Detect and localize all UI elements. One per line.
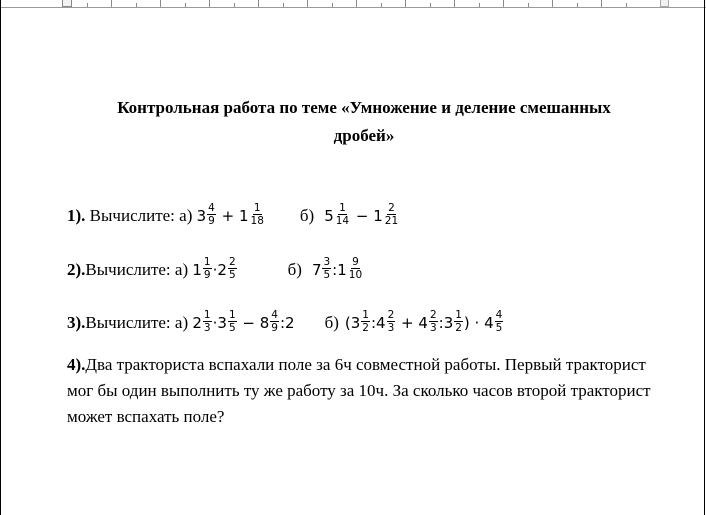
fraction: $\frac{4}{5}$: [495, 309, 503, 334]
task-1b-expression: 5 $\frac{1}{14}$ − 1 $\frac{2}{21}$: [324, 202, 399, 227]
ruler-tick: [136, 3, 137, 7]
ruler-baseline: [0, 7, 706, 8]
task-3-instruction: Вычислите: а): [85, 313, 193, 332]
task-1-number: 1).: [67, 206, 86, 225]
task-3-number: 3).: [67, 313, 86, 332]
ruler-tick: [307, 0, 308, 7]
task-3a-expression: 2 $\frac{1}{3}$ ·3 $\frac{1}{5}$ − 8 $\frac{4}{9}$ :2: [192, 309, 295, 334]
task-4: [67, 352, 667, 430]
document-title-line1: Контрольная работа по теме «Умножение и деление смешанных: [117, 98, 611, 117]
ruler-tick: [111, 0, 112, 7]
fraction: $\frac{9}{10}$: [348, 256, 363, 281]
task-3b-label: б): [324, 313, 339, 332]
document-page[interactable]: [0, 24, 706, 515]
fraction: $\frac{2}{21}$: [384, 202, 399, 227]
task-3: [67, 311, 504, 336]
ruler-tick: [479, 3, 480, 7]
ruler-tick: [503, 0, 504, 7]
task-2b-label: б): [287, 260, 302, 279]
fraction: $\frac{1}{9}$: [203, 256, 211, 281]
ruler-tick: [454, 0, 455, 7]
ruler-tick: [160, 0, 161, 7]
ruler-tick: [283, 3, 284, 7]
ruler-tick: [87, 3, 88, 7]
task-1a-expression: 3 $\frac{4}{9}$ + 1 $\frac{1}{18}$: [196, 202, 264, 227]
ruler-tick: [528, 3, 529, 7]
fraction: $\frac{2}{3}$: [387, 309, 395, 334]
document-title-line2: дробей»: [333, 126, 395, 145]
ruler-tick: [234, 3, 235, 7]
ruler-tick: [258, 0, 259, 7]
task-1: [67, 204, 400, 229]
fraction: $\frac{1}{2}$: [362, 309, 369, 334]
ruler-tick: [185, 3, 186, 7]
task-3b-expression: (3 $\frac{1}{2}$ :4 $\frac{2}{3}$ + 4 $\frac{2}{3}$ :3 $\frac{1}{2}$ ) · 4 $\frac{4}{5}$: [344, 309, 503, 334]
ruler-tick: [332, 3, 333, 7]
task-2-instruction: Вычислите: а): [85, 260, 193, 279]
task-2: [67, 258, 364, 283]
right-indent-marker[interactable]: [660, 0, 669, 7]
ruler-tick: [601, 0, 602, 7]
fraction: $\frac{4}{9}$: [271, 309, 278, 334]
fraction: $\frac{3}{5}$: [323, 256, 331, 281]
ruler-tick: [209, 0, 210, 7]
task-2a-expression: 1 $\frac{1}{9}$ ·2 $\frac{2}{5}$: [192, 256, 236, 281]
fraction: $\frac{2}{3}$: [429, 309, 437, 334]
ruler-tick: [626, 3, 627, 7]
ruler-tick: [381, 3, 382, 7]
ruler-tick: [552, 0, 553, 7]
left-indent-marker[interactable]: [62, 0, 72, 7]
fraction: $\frac{4}{9}$: [208, 202, 215, 227]
fraction: $\frac{1}{5}$: [228, 309, 236, 334]
ruler-tick: [430, 3, 431, 7]
task-1b-label: б): [299, 206, 315, 225]
fraction: $\frac{1}{14}$: [335, 202, 350, 227]
task-4-number: 4).: [67, 355, 86, 374]
ruler-tick: [356, 0, 357, 7]
ruler-tick: [577, 3, 578, 7]
task-2b-expression: 7 $\frac{3}{5}$ :1 $\frac{9}{10}$: [311, 256, 363, 281]
fraction: $\frac{1}{2}$: [455, 309, 462, 334]
fraction: $\frac{2}{5}$: [228, 256, 236, 281]
horizontal-ruler[interactable]: [0, 0, 706, 24]
fraction: $\frac{1}{3}$: [203, 309, 211, 334]
fraction: $\frac{1}{18}$: [250, 202, 264, 227]
task-4-text: Два тракториста вспахали поле за 6ч совместной работы. Первый тракторист мог бы один выполнить ту же работу за 10ч. За сколько часов второй тракторист может вспахать поле?: [67, 355, 651, 426]
ruler-tick: [405, 0, 406, 7]
task-1-instruction: Вычислите: а): [85, 206, 197, 225]
task-2-number: 2).: [67, 260, 86, 279]
